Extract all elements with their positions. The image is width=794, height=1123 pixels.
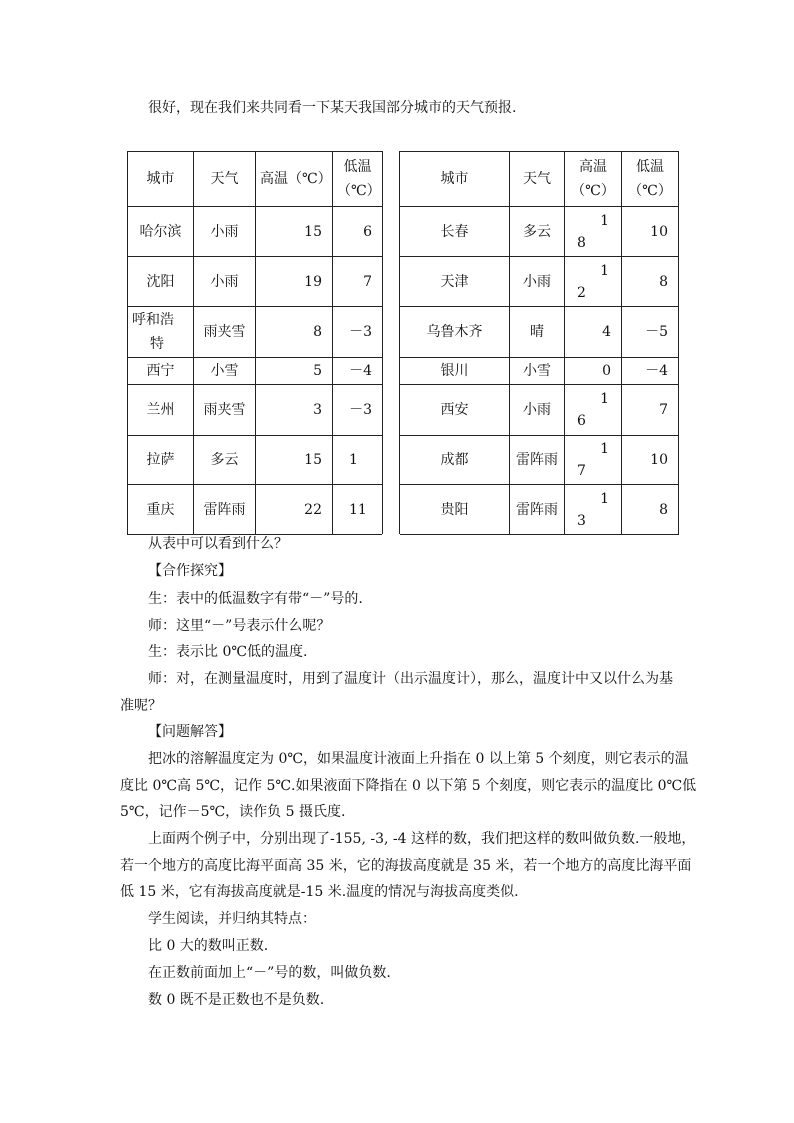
- city-cell: 重庆: [128, 485, 194, 535]
- high-cell: 22: [256, 485, 333, 535]
- paragraph-2a: 上面两个例子中，分别出现了-155, -3, -4 这样的数，我们把这样的数叫做负数.一般地，: [148, 831, 696, 847]
- teacher-line-1: 师：这里“－”号表示什么呢？: [148, 618, 331, 634]
- paragraph-4: 比 0 大的数叫正数.: [148, 938, 269, 954]
- paragraph-2c: 低 15 米，它有海拔高度就是-15 米.温度的情况与海拔高度类似.: [120, 884, 519, 900]
- low-cell: －3: [333, 307, 383, 358]
- low-cell: 6: [333, 207, 383, 257]
- header-city-right: 城市: [400, 152, 510, 207]
- header-high: 高温（℃）: [256, 152, 333, 207]
- city-cell: 天津: [400, 257, 510, 307]
- high-cell: 8: [256, 307, 333, 358]
- table-divider: [383, 152, 400, 535]
- low-cell: 11: [333, 485, 383, 535]
- weather-cell: 多云: [194, 436, 256, 485]
- city-cell: 沈阳: [128, 257, 194, 307]
- low-cell: －4: [622, 358, 679, 385]
- header-low-right: 低温 （℃）: [622, 152, 679, 207]
- weather-cell: 小雪: [510, 358, 565, 385]
- paragraph-2b: 若一个地方的高度比海平面高 35 米，它的海拔高度就是 35 米，若一个地方的高度比海平面: [120, 858, 692, 874]
- high-cell: 15: [256, 207, 333, 257]
- high-cell: 15: [256, 436, 333, 485]
- teacher-line-2b: 准呢？: [120, 698, 162, 714]
- city-cell: 长春: [400, 207, 510, 257]
- low-cell: 1: [333, 436, 383, 485]
- weather-cell: 雨夹雪: [194, 385, 256, 436]
- weather-cell: 小雨: [510, 385, 565, 436]
- table-row: [128, 436, 679, 485]
- high-cell: 19: [256, 257, 333, 307]
- table-row: [128, 207, 679, 257]
- teacher-line-2a: 师：对，在测量温度时，用到了温度计（出示温度计），那么，温度计中又以什么为基: [148, 671, 673, 687]
- high-cell: 5: [256, 358, 333, 385]
- table-row: [128, 385, 679, 436]
- question-text: 从表中可以看到什么？: [148, 536, 288, 552]
- table-row: [128, 307, 679, 358]
- high-cell: 1 8: [565, 207, 622, 257]
- weather-cell: 雨夹雪: [194, 307, 256, 358]
- low-cell: 10: [622, 207, 679, 257]
- paragraph-5: 在正数前面加上“－”号的数，叫做负数.: [148, 965, 391, 981]
- low-cell: 10: [622, 436, 679, 485]
- paragraph-1c: 5℃，记作－5℃，读作负 5 摄氏度.: [120, 804, 346, 820]
- weather-cell: 雷阵雨: [194, 485, 256, 535]
- weather-cell: 小雨: [194, 257, 256, 307]
- table-header-row: [128, 152, 679, 207]
- weather-forecast-table: [127, 151, 679, 535]
- intro-text: 很好，现在我们来共同看一下某天我国部分城市的天气预报.: [148, 100, 517, 116]
- header-low: 低温 （℃）: [333, 152, 383, 207]
- city-cell: 呼和浩 特: [128, 307, 194, 358]
- high-cell: 1 3: [565, 485, 622, 535]
- paragraph-1b: 度比 0℃高 5℃，记作 5℃.如果液面下降指在 0 以下第 5 个刻度，则它表示的温度比 0℃低: [120, 778, 697, 794]
- low-cell: 7: [622, 385, 679, 436]
- city-cell: 成都: [400, 436, 510, 485]
- header-city: 城市: [128, 152, 194, 207]
- section-heading-cooperative: 【合作探究】: [148, 563, 232, 579]
- city-cell: 哈尔滨: [128, 207, 194, 257]
- city-cell: 兰州: [128, 385, 194, 436]
- city-cell: 西安: [400, 385, 510, 436]
- weather-cell: 雷阵雨: [510, 436, 565, 485]
- table-row: [128, 257, 679, 307]
- city-cell: 乌鲁木齐: [400, 307, 510, 358]
- header-weather: 天气: [194, 152, 256, 207]
- student-line-1: 生：表中的低温数字有带“－”号的.: [148, 591, 363, 607]
- high-cell: 1 6: [565, 385, 622, 436]
- weather-cell: 小雨: [194, 207, 256, 257]
- city-cell: 贵阳: [400, 485, 510, 535]
- high-cell: 0: [565, 358, 622, 385]
- paragraph-3: 学生阅读，并归纳其特点：: [148, 911, 316, 927]
- weather-cell: 晴: [510, 307, 565, 358]
- student-line-2: 生：表示比 0℃低的温度.: [148, 644, 308, 660]
- low-cell: 8: [622, 485, 679, 535]
- low-cell: 8: [622, 257, 679, 307]
- low-cell: 7: [333, 257, 383, 307]
- table-row: [128, 358, 679, 385]
- city-cell: 拉萨: [128, 436, 194, 485]
- city-cell: 银川: [400, 358, 510, 385]
- high-cell: 1 7: [565, 436, 622, 485]
- paragraph-1a: 把冰的溶解温度定为 0℃，如果温度计液面上升指在 0 以上第 5 个刻度，则它表示的温: [148, 751, 689, 767]
- low-cell: －3: [333, 385, 383, 436]
- weather-cell: 雷阵雨: [510, 485, 565, 535]
- paragraph-6: 数 0 既不是正数也不是负数.: [148, 992, 325, 1008]
- section-heading-answers: 【问题解答】: [148, 724, 232, 740]
- header-weather-right: 天气: [510, 152, 565, 207]
- high-cell: 4: [565, 307, 622, 358]
- low-cell: －5: [622, 307, 679, 358]
- weather-cell: 小雨: [510, 257, 565, 307]
- header-high-right: 高温 （℃）: [565, 152, 622, 207]
- city-cell: 西宁: [128, 358, 194, 385]
- low-cell: －4: [333, 358, 383, 385]
- table-row: [128, 485, 679, 535]
- weather-cell: 多云: [510, 207, 565, 257]
- high-cell: 1 2: [565, 257, 622, 307]
- weather-cell: 小雪: [194, 358, 256, 385]
- high-cell: 3: [256, 385, 333, 436]
